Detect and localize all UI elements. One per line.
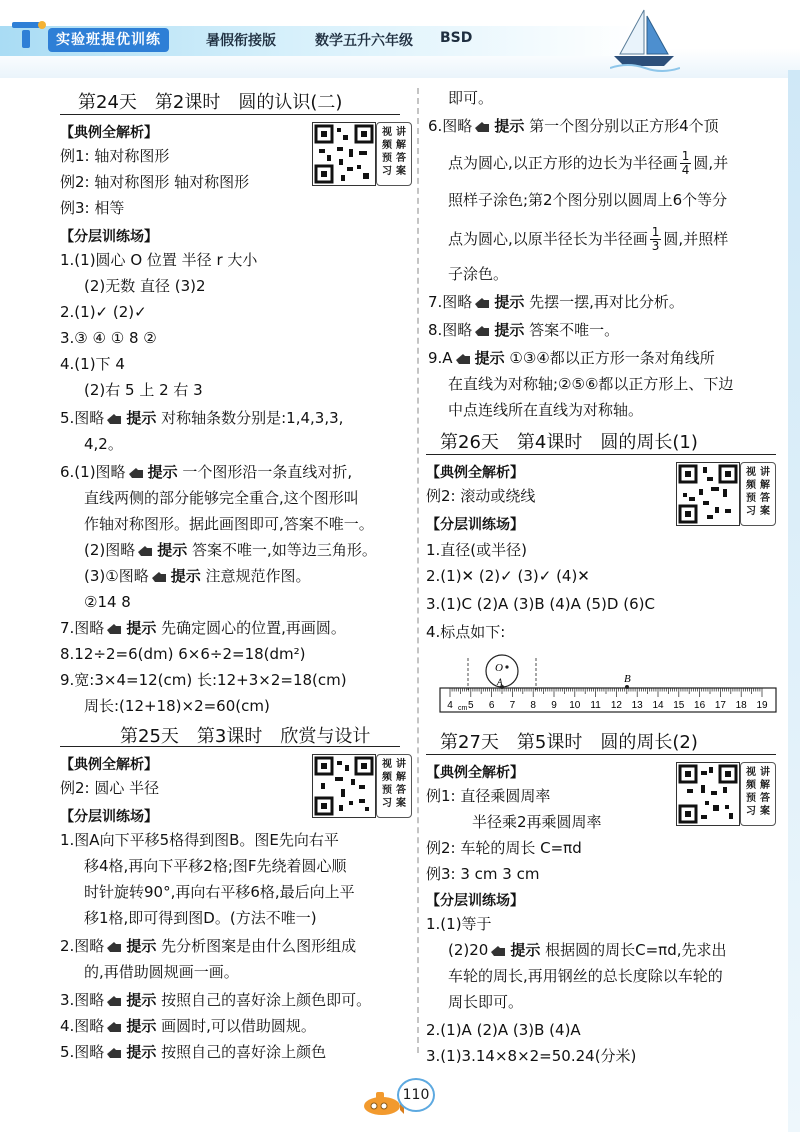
brand-logo-icon bbox=[8, 18, 48, 54]
answer-line: (2)图略 提示 答案不唯一,如等边三角形。 bbox=[84, 541, 377, 559]
answer-line: 移4格,再向下平移2格;图F先绕着圆心顺 bbox=[84, 857, 347, 875]
answer-line: 即可。 bbox=[448, 89, 494, 107]
ruler-label: 6 bbox=[488, 700, 495, 711]
ruler-label: 7 bbox=[509, 700, 516, 711]
answer-line: 的,再借助圆规画一画。 bbox=[84, 963, 239, 981]
section-heading: 【典例全解析】 bbox=[60, 125, 158, 141]
section-heading: 【典例全解析】 bbox=[60, 757, 158, 773]
ruler-label: 9 bbox=[551, 700, 557, 711]
fraction: $\frac{1}{4}$ bbox=[681, 149, 690, 177]
answer-line: 点为圆心,以原半径长为半径画 $\frac{1}{3}$ 圆,并照样 bbox=[448, 225, 729, 253]
answer-line: 1.(1)圆心 O 位置 半径 r 大小 bbox=[60, 251, 258, 269]
lesson-title-25: 第25天 第3课时 欣赏与设计 bbox=[120, 726, 371, 747]
answer-line: (2)无数 直径 (3)2 bbox=[84, 277, 206, 295]
answer-line: 9.A 提示 ①③④都以正方形一条对角线所 bbox=[428, 349, 715, 367]
edition-label: 暑假衔接版 bbox=[206, 33, 276, 49]
video-qr-code[interactable] bbox=[676, 462, 774, 526]
sailboat-icon bbox=[610, 6, 680, 72]
answer-line: (2)右 5 上 2 右 3 bbox=[84, 381, 203, 399]
answer-line: ②14 8 bbox=[84, 593, 131, 611]
answer-line: 子涂色。 bbox=[448, 265, 509, 283]
answer-line: 1.图A向下平移5格得到图B。图E先向右平 bbox=[60, 831, 339, 849]
answer-line: 例3: 相等 bbox=[60, 199, 125, 217]
grade-label: 数学五升六年级 bbox=[315, 33, 413, 49]
lesson-title-24: 第24天 第2课时 圆的认识(二) bbox=[78, 92, 343, 113]
answer-line: 例1: 直径乘圆周率 bbox=[426, 787, 551, 805]
ruler-diagram bbox=[438, 650, 778, 720]
answer-line: 7.图略 提示 先摆一摆,再对比分析。 bbox=[428, 293, 684, 311]
section-heading: 【分层训练场】 bbox=[60, 229, 158, 245]
answer-line: 中点连线所在直线为对称轴。 bbox=[448, 401, 644, 419]
answer-line: 7.图略 提示 先确定圆心的位置,再画圆。 bbox=[60, 619, 346, 637]
answer-line: 4.标点如下: bbox=[426, 623, 506, 641]
hint-hand-icon bbox=[474, 296, 490, 310]
ruler-label: 8 bbox=[530, 700, 536, 711]
qr-caption: 视频 预习 讲解 答案 bbox=[376, 754, 412, 818]
title-underline bbox=[426, 754, 776, 755]
ruler-label: 12 bbox=[610, 700, 622, 711]
circle-center-dot bbox=[505, 665, 508, 668]
answer-line: 6.图略 提示 第一个图分别以正方形4个顶 bbox=[428, 117, 719, 135]
series-title: 实验班提优训练 bbox=[48, 28, 169, 52]
answer-line: 1.(1)等于 bbox=[426, 915, 492, 933]
lesson-title-26: 第26天 第4课时 圆的周长(1) bbox=[440, 432, 698, 453]
answer-line: 5.图略 提示 按照自己的喜好涂上颜色 bbox=[60, 1043, 327, 1061]
qr-caption: 视频 预习 讲解 答案 bbox=[376, 122, 412, 186]
qr-code-icon bbox=[312, 122, 376, 186]
answer-line: 9.宽:3×4=12(cm) 长:12+3×2=18(cm) bbox=[60, 671, 347, 689]
section-heading: 【典例全解析】 bbox=[426, 765, 524, 781]
answer-line: 3.(1)3.14×8×2=50.24(分米) bbox=[426, 1047, 637, 1065]
hint-hand-icon bbox=[106, 1020, 122, 1034]
answer-line: 3.(1)C (2)A (3)B (4)A (5)D (6)C bbox=[426, 595, 655, 613]
answer-line: 例3: 3 cm 3 cm bbox=[426, 865, 540, 883]
answer-line: 3.图略 提示 按照自己的喜好涂上颜色即可。 bbox=[60, 991, 372, 1009]
answer-line: 3.③ ④ ① 8 ② bbox=[60, 329, 157, 347]
column-divider bbox=[417, 88, 419, 1053]
point-a-label: A bbox=[497, 677, 503, 687]
answer-line: 8.图略 提示 答案不唯一。 bbox=[428, 321, 620, 339]
answer-line: (3)①图略 提示 注意规范作图。 bbox=[84, 567, 311, 585]
answer-line: 例1: 轴对称图形 bbox=[60, 147, 170, 165]
section-heading: 【典例全解析】 bbox=[426, 465, 524, 481]
page-header bbox=[0, 0, 800, 78]
lesson-title-27: 第27天 第5课时 圆的周长(2) bbox=[440, 732, 698, 753]
ruler-label: 16 bbox=[694, 700, 706, 711]
hint-hand-icon bbox=[490, 944, 506, 958]
answer-line: 时针旋转90°,再向右平移6格,最后向上平 bbox=[84, 883, 355, 901]
answer-line: 车轮的周长,再用钢丝的总长度除以车轮的 bbox=[448, 967, 723, 985]
answer-line: 2.(1)✓ (2)✓ bbox=[60, 303, 147, 321]
section-heading: 【分层训练场】 bbox=[426, 517, 524, 533]
hint-hand-icon bbox=[106, 622, 122, 636]
qr-caption: 视频 预习 讲解 答案 bbox=[740, 462, 776, 526]
answer-line: 点为圆心,以正方形的边长为半径画 $\frac{1}{4}$ 圆,并 bbox=[448, 149, 729, 177]
answer-line: 5.图略 提示 对称轴条数分别是:1,4,3,3, bbox=[60, 409, 344, 427]
answer-line: 6.(1)图略 提示 一个图形沿一条直线对折, bbox=[60, 463, 353, 481]
answer-line: 照样子涂色;第2个图分别以圆周上6个等分 bbox=[448, 191, 728, 209]
hint-hand-icon bbox=[137, 544, 153, 558]
answer-line: 例2: 轴对称图形 轴对称图形 bbox=[60, 173, 250, 191]
title-underline bbox=[60, 746, 400, 747]
ruler-label: 4 bbox=[447, 700, 453, 711]
fraction: $\frac{1}{3}$ bbox=[651, 225, 660, 253]
title-underline bbox=[60, 114, 400, 115]
section-heading: 【分层训练场】 bbox=[426, 893, 524, 909]
answer-line: 直线两侧的部分能够完全重合,这个图形叫 bbox=[84, 489, 359, 507]
ruler-label: 5 bbox=[468, 700, 474, 711]
point-o-label: O bbox=[495, 662, 503, 674]
answer-line: 例2: 圆心 半径 bbox=[60, 779, 160, 797]
answer-line: 周长即可。 bbox=[448, 993, 524, 1011]
video-qr-code[interactable] bbox=[312, 122, 410, 186]
section-heading: 【分层训练场】 bbox=[60, 809, 158, 825]
qr-code-icon bbox=[676, 462, 740, 526]
ruler-label: 17 bbox=[714, 700, 726, 711]
qr-code-icon bbox=[312, 754, 376, 818]
ruler-unit: cm bbox=[458, 705, 468, 712]
point-b-dot bbox=[625, 685, 629, 689]
publisher-label: BSD bbox=[440, 30, 473, 46]
answer-line: 在直线为对称轴;②⑤⑥都以正方形上、下边 bbox=[448, 375, 734, 393]
answer-line: 作轴对称图形。据此画图即可,答案不唯一。 bbox=[84, 515, 374, 533]
answer-line: 4,2。 bbox=[84, 435, 123, 453]
answer-line: 8.12÷2=6(dm) 6×6÷2=18(dm²) bbox=[60, 645, 306, 663]
page-number: 110 bbox=[397, 1078, 435, 1112]
answer-line: 4.(1)下 4 bbox=[60, 355, 125, 373]
answer-line: 1.直径(或半径) bbox=[426, 541, 528, 559]
video-qr-code[interactable] bbox=[676, 762, 774, 826]
ruler-label: 14 bbox=[652, 700, 664, 711]
ruler-label: 13 bbox=[631, 700, 643, 711]
hint-hand-icon bbox=[455, 352, 471, 366]
answer-line: 例2: 滚动或绕线 bbox=[426, 487, 536, 505]
hint-hand-icon bbox=[106, 940, 122, 954]
ruler-label: 19 bbox=[756, 700, 768, 711]
answer-line: 半径乘2再乘圆周率 bbox=[472, 813, 602, 831]
answer-line: 2.(1)✕ (2)✓ (3)✓ (4)✕ bbox=[426, 567, 590, 585]
title-underline bbox=[426, 454, 776, 455]
hint-hand-icon bbox=[474, 324, 490, 338]
ruler-label: 10 bbox=[569, 700, 581, 711]
answer-line: 移1格,即可得到图D。(方法不唯一) bbox=[84, 909, 317, 927]
answer-line: 周长:(12+18)×2=60(cm) bbox=[84, 697, 270, 715]
ruler-label: 18 bbox=[735, 700, 747, 711]
point-b-label: B bbox=[624, 673, 631, 685]
hint-hand-icon bbox=[151, 570, 167, 584]
hint-hand-icon bbox=[128, 466, 144, 480]
hint-hand-icon bbox=[106, 994, 122, 1008]
hint-hand-icon bbox=[106, 412, 122, 426]
hint-hand-icon bbox=[474, 120, 490, 134]
qr-code-icon bbox=[676, 762, 740, 826]
answer-line: (2)20 提示 根据圆的周长C=πd,先求出 bbox=[448, 941, 727, 959]
qr-caption: 视频 预习 讲解 答案 bbox=[740, 762, 776, 826]
answer-line: 2.(1)A (2)A (3)B (4)A bbox=[426, 1021, 581, 1039]
answer-line: 2.图略 提示 先分析图案是由什么图形组成 bbox=[60, 937, 357, 955]
answer-line: 4.图略 提示 画圆时,可以借助圆规。 bbox=[60, 1017, 316, 1035]
ruler-label: 15 bbox=[673, 700, 685, 711]
answer-line: 例2: 车轮的周长 C=πd bbox=[426, 839, 582, 857]
video-qr-code[interactable] bbox=[312, 754, 410, 818]
hint-hand-icon bbox=[106, 1046, 122, 1060]
ruler-label: 11 bbox=[590, 700, 601, 711]
edge-stripe bbox=[788, 70, 800, 1132]
